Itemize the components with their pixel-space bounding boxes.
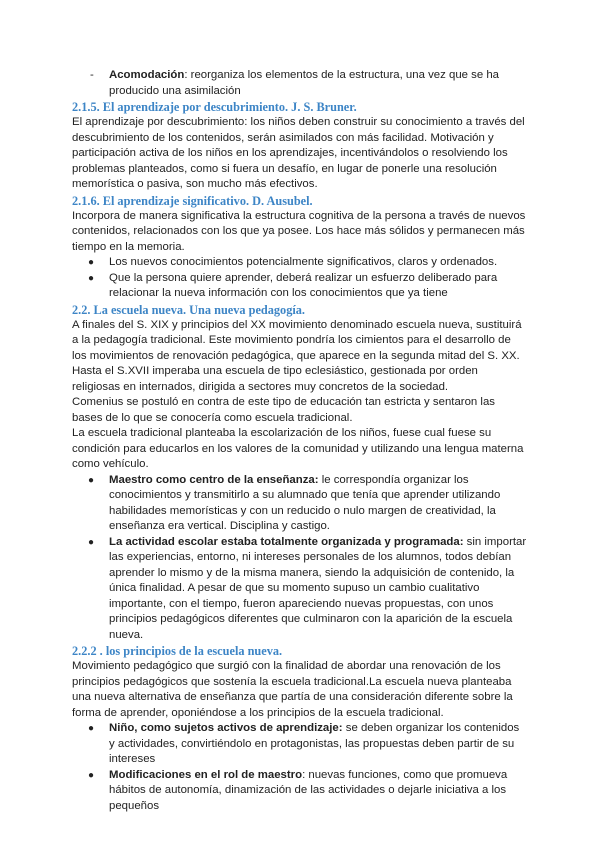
item-text: sin importar las experiencias, entorno, ni intereses personales de los alumnos, todos debían aprender lo mismo y de la misma manera, siendo la adquisición de contenido, la única finalidad. A pesar de que su momento supuso un cambio cualitativo importante, con el tiempo, fueron apareciendo nuevas propuestas, con unos principios pedagógicos diferentes que culminaron con la aparición de la escuela nueva. (109, 535, 527, 641)
paragraph: Hasta el S.XVII imperaba una escuela de tipo eclesiástico, gestionada por orden religiosas en internados, dirigida a sectores muy concretos de la sociedad. (72, 365, 478, 393)
section-heading-2-2: 2.2. La escuela nueva. Una nueva pedagogía. (72, 302, 305, 317)
intro-list (72, 68, 528, 99)
term: Acomodación (109, 69, 185, 81)
term: Modificaciones en el rol de maestro (109, 768, 303, 781)
bullet-icon: ● (88, 257, 95, 268)
bullet-list (72, 721, 528, 814)
bullet-list (72, 255, 528, 302)
bullet-icon: ● (88, 474, 95, 486)
paragraph: A finales del S. XIX y principios del XX movimiento denominado escuela nueva, sustituirá a la pedagogía tradicional. Este movimiento pondría los cimientos para el desarrollo de los movimientos de renovación pedagógica, que aparece en la segunda mitad del S. XX. (72, 318, 522, 362)
bullet-icon: ● (88, 723, 95, 734)
list-item (72, 271, 528, 302)
item-text: : nuevas funciones, como que promueva hábitos de autonomía, dinamización de las actividades o dejarle iniciativa a los pequeños (109, 768, 508, 812)
item-text: se deben organizar los contenidos y actividades, convirtiéndolo en protagonistas, las propuestas deben partir de su intereses (109, 722, 520, 765)
term: Niño, como sujetos activos de aprendizaje: (109, 722, 343, 734)
section-heading-2-2-2: 2.2.2 . los principios de la escuela nueva. (72, 644, 283, 658)
item-text: Que la persona quiere aprender, deberá realizar un esfuerzo deliberado para relacionar la nueva información con los conocimientos que ya tiene (109, 271, 498, 299)
section-heading-2-1-6: 2.1.6. El aprendizaje significativo. D. Ausubel. (72, 193, 313, 208)
paragraph: La escuela tradicional planteaba la escolarización de los niños, fuese cual fuese su condición para educarlos en los valores de la comunidad y utilizando una lengua materna como vehículo. (72, 427, 524, 470)
bullet-icon: ● (88, 272, 95, 284)
section-heading-2-1-5: 2.1.5. El aprendizaje por descubrimiento. J. S. Bruner. (72, 100, 357, 114)
list-item (72, 68, 528, 99)
list-item (72, 473, 528, 535)
list-item (72, 535, 528, 644)
bullet-icon: ● (88, 536, 95, 548)
list-item (72, 255, 528, 271)
bullet-list (72, 473, 528, 644)
paragraph: Incorpora de manera significativa la estructura cognitiva de la persona a través de nuevos contenidos, relacionados con los que ya posee. Los hace más sólidos y permanecen más tiempo en la memoria. (72, 209, 526, 253)
item-text: Los nuevos conocimientos potencialmente significativos, claros y ordenados. (109, 256, 498, 268)
paragraph: El aprendizaje por descubrimiento: los niños deben construir su conocimiento a través del descubrimiento de los contenidos, serán asimilados con más facilidad. Motivación y participación activa de los niños en los aprendizajes, incentivándolos o resolviendo los problemas planteados, como si fuera un desafío, en lugar de ponerle una resolución memorística o pasiva, son mucho más efectivos. (72, 116, 525, 190)
document-page (72, 68, 528, 814)
paragraph: Comenius se postuló en contra de este tipo de educación tan estricta y sentaron las bases de lo que se conocería como escuela tradicional. (72, 396, 495, 424)
bullet-icon: ● (88, 769, 95, 781)
list-item (72, 721, 528, 768)
item-text: le correspondía organizar los conocimientos y transmitirlo a su alumnado que tenía que aprender utilizando habilidades memorísticas y con un reducido o nulo margen de creatividad, la enseñanza era vertical. Disciplina y castigo. (109, 473, 501, 532)
term: La actividad escolar estaba totalmente organizada y programada: (109, 535, 464, 548)
term: Maestro como centro de la enseñanza: (109, 473, 319, 486)
list-item (72, 768, 528, 815)
item-text: : reorganiza los elementos de la estructura, una vez que se ha producido una asimilación (109, 69, 500, 97)
paragraph: Movimiento pedagógico que surgió con la finalidad de abordar una renovación de los principios pedagógicos que sostenía la escuela tradicional.La escuela nueva planteaba una nueva alternativa de enseñanza que partía de una consideración diferente sobre la forma de aprender, oponiéndose a los principios de la escuela tradicional. (72, 660, 513, 719)
